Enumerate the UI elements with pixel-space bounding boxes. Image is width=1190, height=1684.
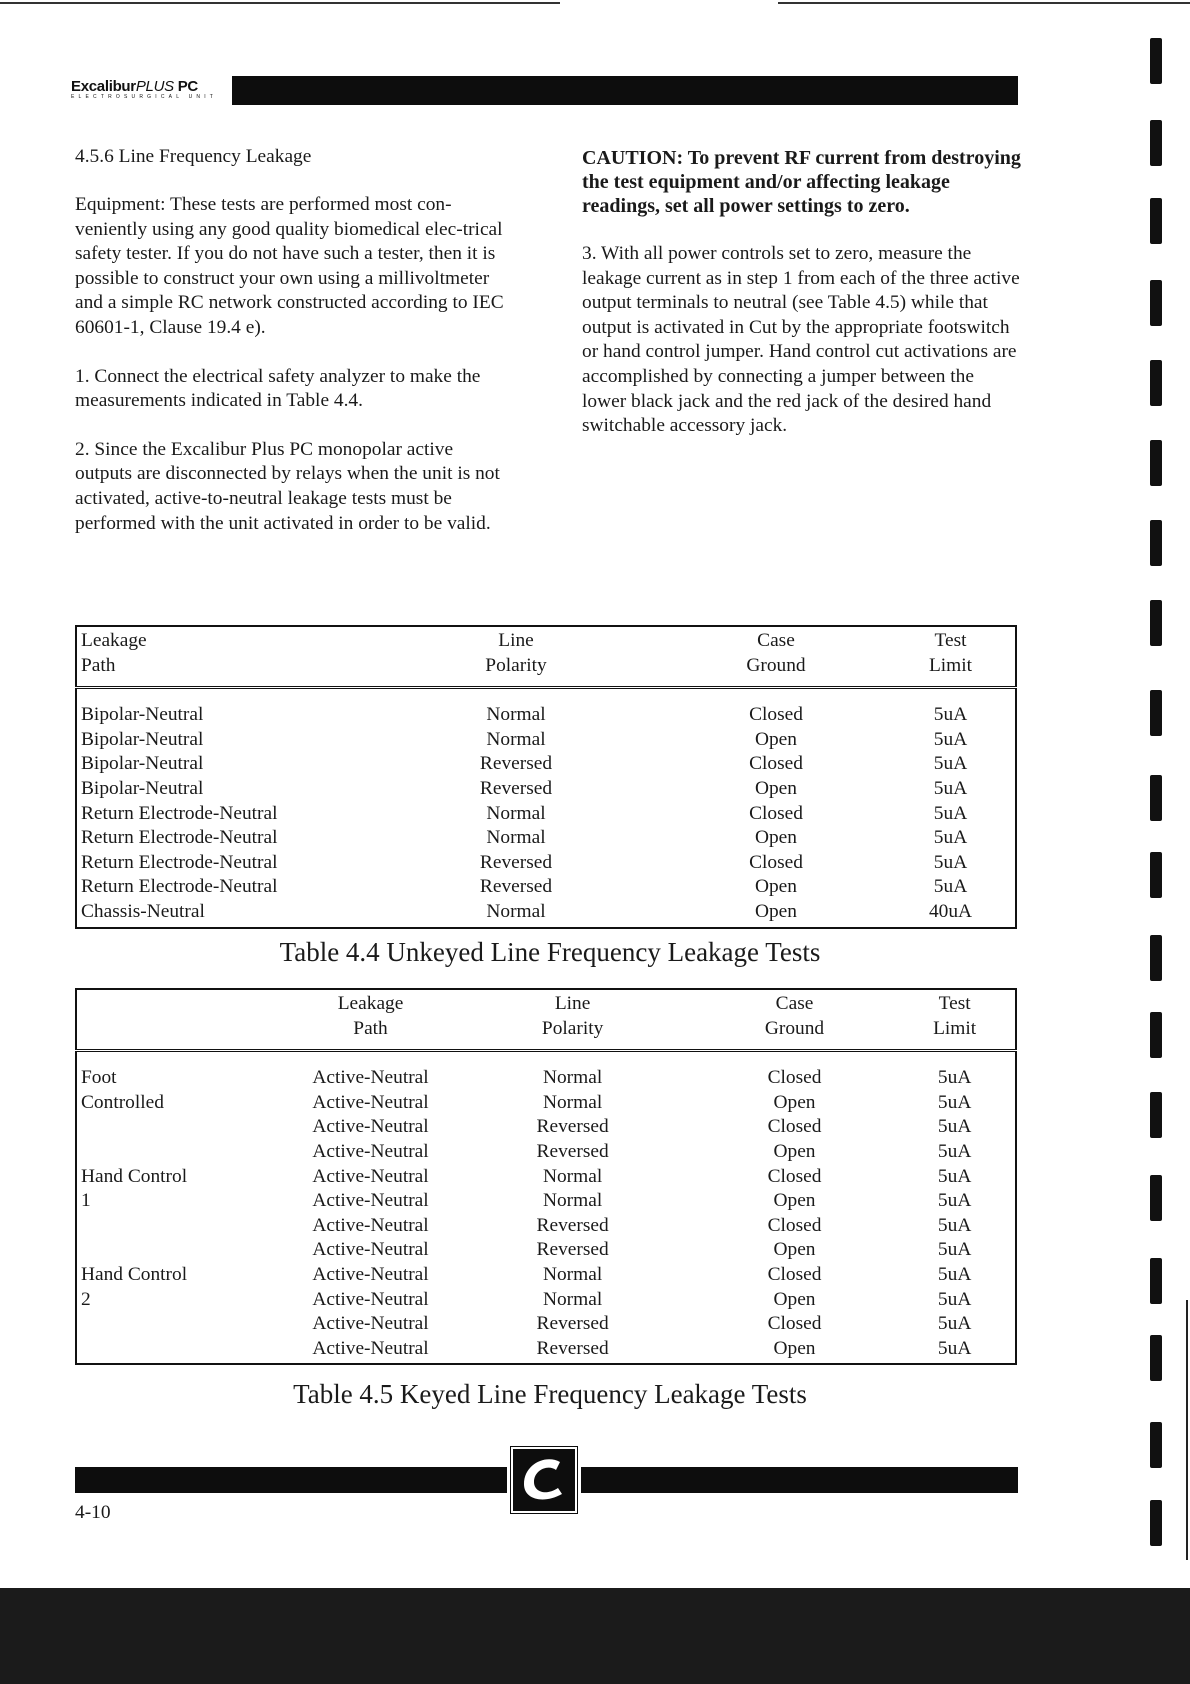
cell-path: Return Electrode-Neutral — [81, 876, 278, 898]
cell-polarity: Reversed — [479, 753, 553, 775]
cell-limit: 5uA — [937, 1190, 972, 1212]
cell-path: Active-Neutral — [312, 1190, 429, 1212]
cell-path: Active-Neutral — [312, 1140, 429, 1162]
cell-path: Active-Neutral — [312, 1214, 429, 1236]
header-group — [76, 989, 291, 1051]
table-row — [76, 875, 1016, 900]
cell-ground: Closed — [749, 851, 803, 873]
index-tab — [1150, 120, 1162, 166]
cell-polarity: Normal — [542, 1263, 603, 1285]
table-row — [76, 826, 1016, 851]
cell-group — [76, 1238, 291, 1263]
cell-limit: 5uA — [933, 851, 968, 873]
cell-path: Active-Neutral — [312, 1165, 429, 1187]
cell-ground: Open — [773, 1140, 816, 1162]
table-row — [76, 688, 1016, 728]
cell-ground: Closed — [767, 1214, 822, 1236]
cell-ground: Closed — [767, 1263, 822, 1285]
table-row — [76, 1263, 1016, 1288]
cell-limit: 5uA — [933, 827, 968, 849]
brand-subtitle: ELECTROSURGICAL UNIT — [71, 94, 218, 100]
cell-path: Active-Neutral — [312, 1116, 429, 1138]
scan-bottom-band — [0, 1588, 1190, 1684]
cell-polarity: Reversed — [536, 1116, 609, 1138]
footer-bar-right — [581, 1467, 1018, 1493]
index-tab — [1150, 600, 1162, 646]
index-tab — [1150, 1422, 1162, 1468]
cell-polarity: Normal — [486, 728, 546, 750]
cell-group: Hand Control — [81, 1165, 188, 1187]
cell-limit: 5uA — [937, 1337, 972, 1359]
index-tab — [1150, 775, 1162, 821]
cell-group: 2 — [81, 1288, 91, 1310]
table-row — [76, 1140, 1016, 1165]
cell-ground: Open — [754, 876, 797, 898]
cell-group: Controlled — [81, 1091, 164, 1113]
cell-ground: Open — [754, 900, 797, 922]
index-tab — [1150, 1258, 1162, 1304]
cell-polarity: Normal — [542, 1091, 603, 1113]
cell-polarity: Reversed — [536, 1337, 609, 1359]
cell-ground: Open — [754, 777, 797, 799]
header-line-polarity: Line Polarity — [366, 626, 666, 688]
cell-limit: 5uA — [937, 1239, 972, 1261]
table-header-row — [76, 989, 1016, 1051]
header-bar — [232, 76, 1018, 105]
index-tab — [1150, 38, 1162, 84]
section-heading: 4.5.6 Line Frequency Leakage — [75, 146, 312, 167]
page-number: 4-10 — [75, 1502, 111, 1523]
cell-path: Bipolar-Neutral — [81, 728, 204, 750]
step-1-paragraph: 1. Connect the electrical safety analyzer to make the measurements indicated in Table 4.4. — [75, 365, 481, 412]
cell-polarity: Normal — [486, 900, 546, 922]
cell-ground: Closed — [767, 1313, 822, 1335]
header-leakage-path: Leakage Path — [291, 989, 451, 1051]
cell-polarity: Reversed — [479, 851, 553, 873]
caution-note: CAUTION: To prevent RF current from destroying the test equipment and/or affecting leakage readings, set all power settings to zero. — [582, 147, 1021, 217]
cell-limit: 40uA — [928, 900, 973, 922]
index-tab — [1150, 690, 1162, 736]
step-3-paragraph: 3. With all power controls set to zero, measure the leakage current as in step 1 from each of the three active output terminals to neutral (see Table 4.5) while that output is activated in Cut by the appropriate footswitch or hand control jumper. Hand control cut activations are accomplished by connecting a jumper between the lower black jack and the red jack of the desired hand switchable accessory jack. — [582, 243, 1020, 437]
cell-ground: Open — [773, 1190, 816, 1212]
header-line-polarity: Line Polarity — [450, 989, 694, 1051]
table-row — [76, 1337, 1016, 1365]
cell-limit: 5uA — [937, 1165, 972, 1187]
cell-ground: Open — [773, 1288, 816, 1310]
cell-group — [76, 1312, 291, 1337]
cell-group — [76, 1140, 291, 1165]
brand-plus: PLUS — [135, 78, 174, 95]
cell-path: Return Electrode-Neutral — [81, 802, 278, 824]
cell-limit: 5uA — [937, 1067, 972, 1089]
cell-ground: Closed — [767, 1116, 822, 1138]
cell-limit: 5uA — [933, 802, 968, 824]
cell-ground: Open — [773, 1337, 816, 1359]
cell-path: Return Electrode-Neutral — [81, 827, 278, 849]
cell-limit: 5uA — [937, 1288, 972, 1310]
table-4-5-caption: Table 4.5 Keyed Line Frequency Leakage Tests — [293, 1379, 807, 1409]
cell-path: Active-Neutral — [312, 1337, 429, 1359]
cell-polarity: Normal — [542, 1067, 603, 1089]
cell-polarity: Reversed — [536, 1239, 609, 1261]
cell-limit: 5uA — [933, 777, 968, 799]
index-tab — [1150, 360, 1162, 406]
cell-limit: 5uA — [933, 753, 968, 775]
index-tab — [1150, 1500, 1162, 1546]
cell-polarity: Normal — [542, 1288, 603, 1310]
footer-bar-left — [75, 1467, 507, 1493]
cell-polarity: Normal — [542, 1165, 603, 1187]
cell-limit: 5uA — [937, 1091, 972, 1113]
right-column — [582, 146, 1022, 463]
table-header-row — [76, 626, 1016, 688]
index-tab — [1150, 1012, 1162, 1058]
index-tab — [1150, 1175, 1162, 1221]
brand-name: Excalibur — [71, 78, 136, 95]
index-tab — [1150, 852, 1162, 898]
table-row — [76, 1115, 1016, 1140]
cell-group — [76, 1115, 291, 1140]
top-rule-right — [778, 2, 1190, 4]
index-tab — [1150, 1335, 1162, 1381]
cell-ground: Closed — [749, 753, 803, 775]
index-tab — [1150, 520, 1162, 566]
cell-polarity: Reversed — [479, 876, 553, 898]
index-tab — [1150, 280, 1162, 326]
table-row — [76, 802, 1016, 827]
index-tab — [1150, 440, 1162, 486]
header-leakage-path: Leakage Path — [76, 626, 366, 688]
cell-group: Foot — [81, 1067, 117, 1089]
cell-polarity: Reversed — [536, 1140, 609, 1162]
table-4-5 — [75, 988, 1017, 1365]
cell-polarity: Normal — [486, 802, 546, 824]
cell-group — [76, 1214, 291, 1239]
cell-polarity: Normal — [486, 827, 546, 849]
table-4-4-caption: Table 4.4 Unkeyed Line Frequency Leakage Tests — [279, 937, 821, 967]
header-case-ground: Case Ground — [666, 626, 886, 688]
table-row — [76, 900, 1016, 928]
cell-ground: Closed — [767, 1165, 822, 1187]
cell-path: Active-Neutral — [312, 1263, 429, 1285]
equipment-paragraph: Equipment: These tests are performed most con-veniently using any good quality biomedical elec-trical safety tester. If you do not have such a tester, then it is possible to construct your own using a millivoltmeter and a simple RC network constructed according to IEC 60601-1, Clause 19.4 e). — [75, 194, 504, 338]
index-tab — [1150, 198, 1162, 244]
cell-group — [76, 1337, 291, 1365]
cell-ground: Open — [754, 728, 797, 750]
header-case-ground: Case Ground — [695, 989, 894, 1051]
cell-polarity: Reversed — [479, 777, 553, 799]
cell-limit: 5uA — [937, 1214, 972, 1236]
cell-ground: Closed — [767, 1067, 822, 1089]
cell-path: Bipolar-Neutral — [81, 704, 204, 726]
cell-ground: Open — [754, 827, 797, 849]
c-logo-icon — [510, 1446, 578, 1514]
cell-limit: 5uA — [937, 1313, 972, 1335]
left-column — [75, 193, 505, 560]
table-row — [76, 1165, 1016, 1190]
cell-ground: Closed — [749, 802, 803, 824]
table-row — [76, 1189, 1016, 1214]
cell-path: Active-Neutral — [312, 1067, 429, 1089]
cell-limit: 5uA — [933, 876, 968, 898]
cell-limit: 5uA — [937, 1116, 972, 1138]
cell-ground: Open — [773, 1239, 816, 1261]
cell-path: Active-Neutral — [312, 1239, 429, 1261]
table-row — [76, 1312, 1016, 1337]
brand-pc: PC — [173, 78, 198, 95]
cell-limit: 5uA — [937, 1140, 972, 1162]
page-edge-line — [1186, 1300, 1188, 1560]
cell-path: Active-Neutral — [312, 1288, 429, 1310]
table-row — [76, 777, 1016, 802]
cell-polarity: Reversed — [536, 1313, 609, 1335]
cell-ground: Closed — [749, 704, 803, 726]
index-tab — [1150, 1092, 1162, 1138]
table-row — [76, 1051, 1016, 1091]
cell-path: Active-Neutral — [312, 1091, 429, 1113]
table-row — [76, 728, 1016, 753]
cell-group: 1 — [81, 1190, 91, 1212]
table-row — [76, 851, 1016, 876]
table-4-4 — [75, 625, 1017, 929]
table-row — [76, 1288, 1016, 1313]
table-row — [76, 1238, 1016, 1263]
header-test-limit: Test Limit — [894, 989, 1016, 1051]
index-tab — [1150, 935, 1162, 981]
cell-path: Bipolar-Neutral — [81, 753, 204, 775]
cell-limit: 5uA — [933, 704, 968, 726]
cell-group: Hand Control — [81, 1263, 188, 1285]
cell-polarity: Normal — [542, 1190, 603, 1212]
cell-ground: Open — [773, 1091, 816, 1113]
cell-path: Chassis-Neutral — [81, 900, 205, 922]
table-row — [76, 1091, 1016, 1116]
top-rule-left — [0, 2, 560, 4]
cell-path: Active-Neutral — [312, 1313, 429, 1335]
cell-path: Return Electrode-Neutral — [81, 851, 278, 873]
cell-limit: 5uA — [937, 1263, 972, 1285]
cell-polarity: Reversed — [536, 1214, 609, 1236]
cell-path: Bipolar-Neutral — [81, 777, 204, 799]
cell-limit: 5uA — [933, 728, 968, 750]
table-row — [76, 752, 1016, 777]
step-2-paragraph: 2. Since the Excalibur Plus PC monopolar active outputs are disconnected by relays when the unit is not activated, active-to-neutral leakage tests must be performed with the unit activated in order to be valid. — [75, 438, 500, 534]
table-row — [76, 1214, 1016, 1239]
cell-polarity: Normal — [486, 704, 546, 726]
brand-logo — [71, 78, 231, 106]
header-test-limit: Test Limit — [886, 626, 1016, 688]
